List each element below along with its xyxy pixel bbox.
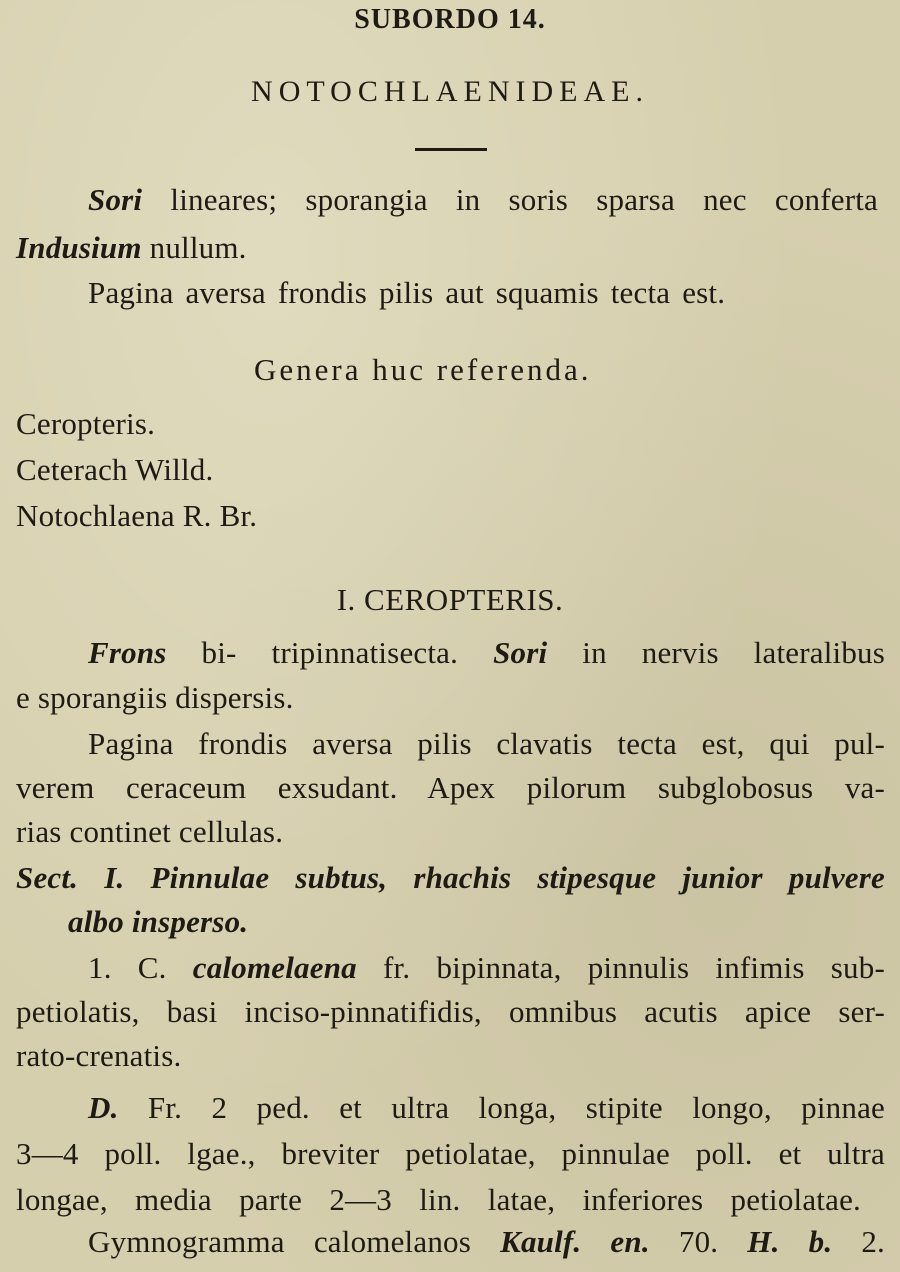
- species-line-1-text: fr. bipinnata, pinnulis infimis sub-: [356, 950, 885, 985]
- species-line-2: petiolatis, basi inciso-pinnatifidis, omnibus acutis apice ser-: [16, 994, 885, 1029]
- species-line-3: rato-crenatis.: [16, 1038, 182, 1073]
- description-line-2: 3—4 poll. lgae., breviter petiolatae, pinnulae poll. et ultra: [16, 1136, 885, 1171]
- synonym-end: 2.: [832, 1224, 886, 1259]
- synonym-ref: H. b.: [747, 1224, 833, 1259]
- section-p1-line-2: e sporangiis dispersis.: [16, 680, 294, 715]
- description-line-3: longae, media parte 2—3 lin. latae, inferiores petiolatae.: [16, 1182, 861, 1217]
- intro-line-1-text: lineares; sporangia in soris sparsa nec conferta: [142, 182, 878, 217]
- genus-item-ceterach: Ceterach Willd.: [16, 452, 214, 487]
- species-name: calomelaena: [192, 950, 357, 985]
- section-p1-rest: in nervis lateralibus: [547, 635, 885, 670]
- intro-line-3: Pagina aversa frondis pilis aut squamis tecta est.: [88, 275, 726, 310]
- section-title: I. CEROPTERIS.: [336, 582, 564, 617]
- section-p1-line-1: [88, 633, 885, 673]
- description-label: D.: [88, 1090, 119, 1125]
- genus-item-notochlaena: Notochlaena R. Br.: [16, 498, 258, 533]
- section-p2-line-2: verem ceraceum exsudant. Apex pilorum subglobosus va-: [16, 770, 885, 805]
- section-p1-mid: bi- tripinnatisecta.: [166, 635, 494, 670]
- term-indusium: Indusium: [16, 230, 142, 265]
- synonym-author: Kaulf. en.: [500, 1224, 650, 1259]
- genus-item-ceropteris: Ceropteris.: [16, 406, 156, 441]
- section-p2-line-1: Pagina frondis aversa pilis clavatis tecta est, qui pul-: [88, 726, 885, 761]
- synonym-line: [88, 1222, 885, 1262]
- intro-line-2: [16, 228, 247, 268]
- sect-heading-line-2: albo insperso.: [68, 904, 249, 939]
- species-number: 1. C.: [88, 950, 193, 985]
- term-sori-2: Sori: [493, 635, 548, 670]
- family-heading: NOTOCHLAENIDEAE.: [251, 75, 649, 108]
- suborder-heading: SUBORDO 14.: [354, 4, 546, 35]
- synonym-number: 70.: [649, 1224, 748, 1259]
- description-line-1: [88, 1088, 885, 1128]
- intro-line-2-text: nullum.: [141, 230, 247, 265]
- description-line-1-text: Fr. 2 ped. et ultra longa, stipite longo, pinnae: [118, 1090, 885, 1125]
- term-sori: Sori: [88, 182, 143, 217]
- sect-heading-line-1: Sect. I. Pinnulae subtus, rhachis stipesque junior pulvere: [16, 860, 885, 895]
- term-frons: Frons: [88, 635, 167, 670]
- genera-heading: Genera huc referenda.: [254, 352, 592, 387]
- section-p2-line-3: rias continet cellulas.: [16, 814, 284, 849]
- synonym-name: Gymnogramma calomelanos: [88, 1224, 501, 1259]
- species-line-1: [88, 948, 885, 988]
- intro-line-1: [88, 180, 878, 220]
- divider-rule: [415, 148, 487, 151]
